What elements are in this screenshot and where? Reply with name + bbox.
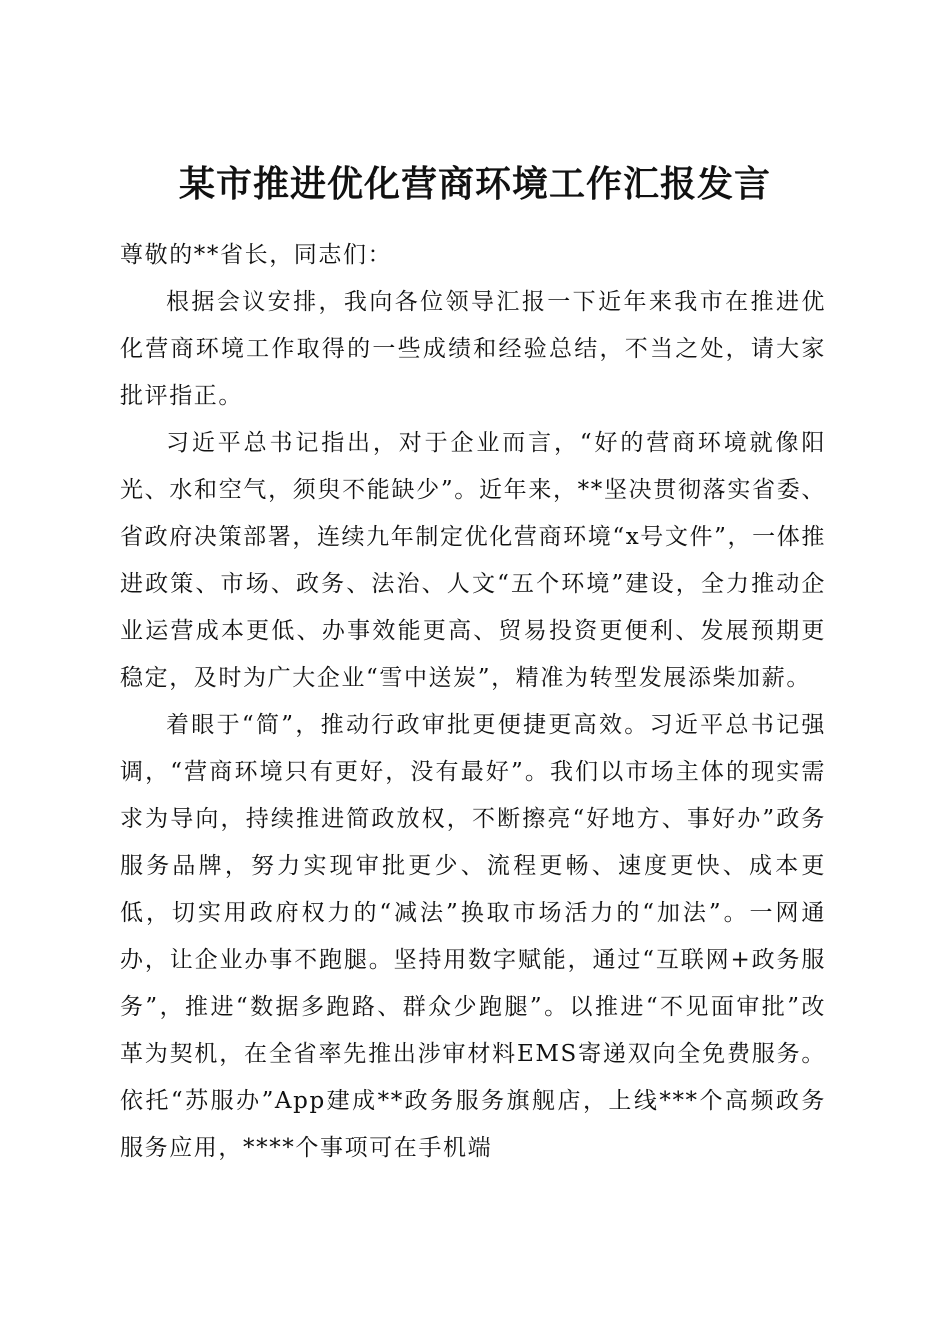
salutation: 尊敬的**省长，同志们： [120, 242, 393, 268]
document-body [120, 232, 826, 1172]
document-title: 某市推进优化营商环境工作汇报发言 [178, 163, 771, 206]
paragraph-simplify: 着眼于“简”，推动行政审批更便捷更高效。习近平总书记强调，“营商环境只有更好，没有最好”。我们以市场主体的现实需求为导向，持续推进简政放权，不断擦亮“好地方、事好办”政务服务品牌，努力实现审批更少、流程更畅、速度更快、成本更低，切实用政府权力的“减法”换取市场活力的“加法”。一网通办，让企业办事不跑腿。坚持用数字赋能，通过“互联网+政务服务”，推进“数据多跑路、群众少跑腿”。以推进“不见面审批”改革为契机，在全省率先推出涉审材料EMS寄递双向全免费服务。依托“苏服办”App建成**政务服务旗舰店，上线***个高频政务服务应用，****个事项可在手机端 [120, 712, 826, 1161]
paragraph-background: 习近平总书记指出，对于企业而言，“好的营商环境就像阳光、水和空气，须臾不能缺少”。近年来，**坚决贯彻落实省委、省政府决策部署，连续九年制定优化营商环境“x号文件”，一体推进政策、市场、政务、法治、人文“五个环境”建设，全力推动企业运营成本更低、办事效能更高、贸易投资更便利、发展预期更稳定，及时为广大企业“雪中送炭”，精准为转型发展添柴加薪。 [120, 430, 826, 691]
paragraph-intro: 根据会议安排，我向各位领导汇报一下近年来我市在推进优化营商环境工作取得的一些成绩和经验总结，不当之处，请大家批评指正。 [120, 289, 826, 409]
